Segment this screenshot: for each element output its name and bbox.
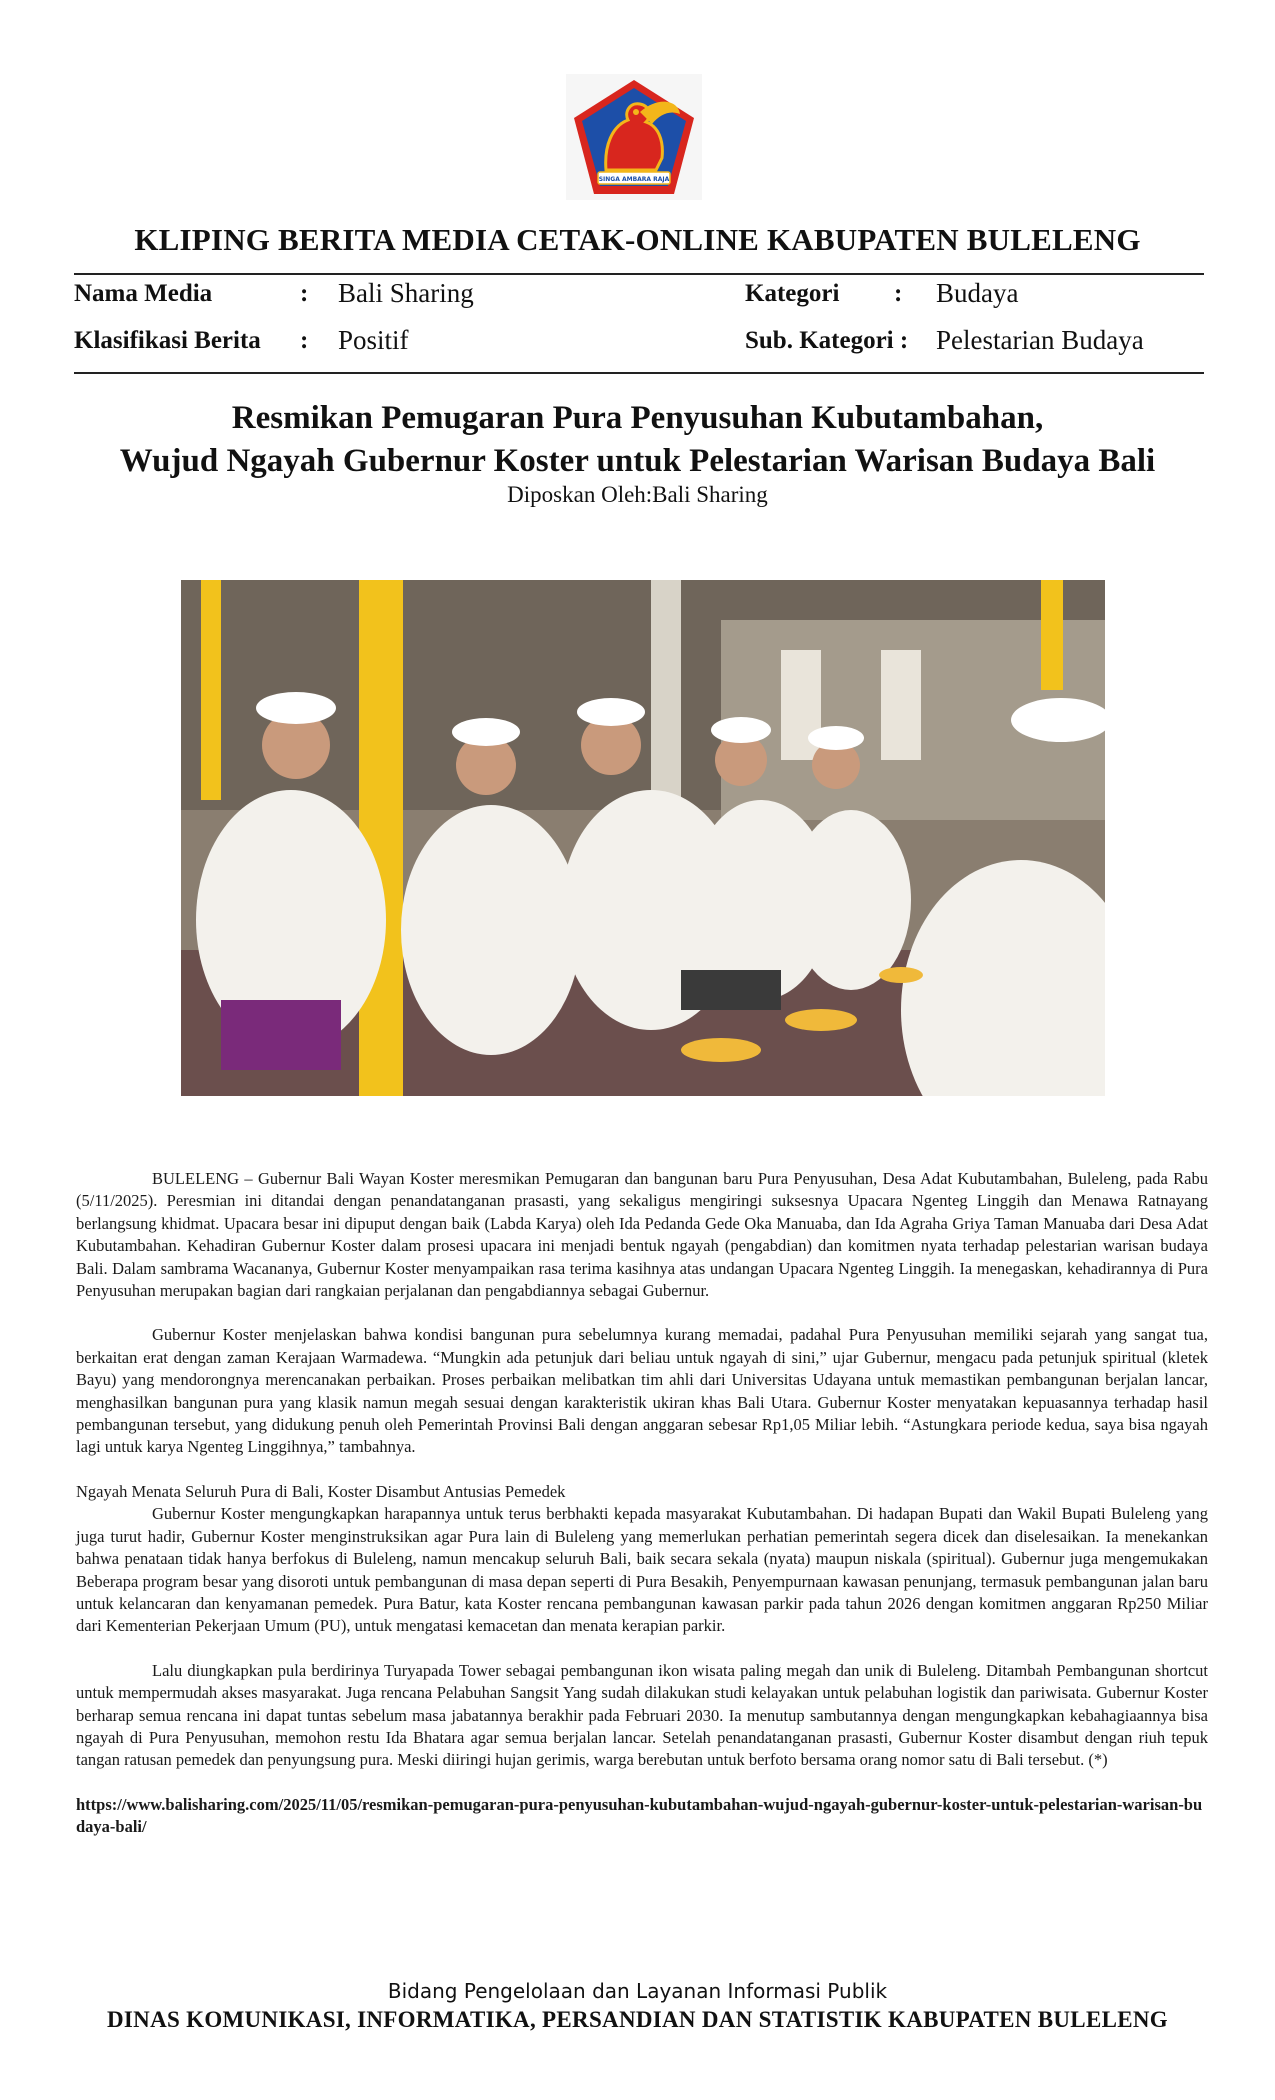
article-subheading: Ngayah Menata Seluruh Pura di Bali, Koster Disambut Antusias Pemedek	[76, 1481, 566, 1501]
kategori-value: Budaya	[936, 278, 1019, 308]
source-url-link[interactable]: https://www.balisharing.com/2025/11/05/resmikan-pemugaran-pura-penyusuhan-kubutambahan-wujud-ngayah-gubernur-koster-untuk-pelestarian-warisan-budaya-bali/	[76, 1794, 1203, 1837]
article-byline: Diposkan Oleh:Bali Sharing	[507, 482, 768, 507]
buleleng-emblem-logo	[566, 74, 702, 200]
footer-division: Bidang Pengelolaan dan Layanan Informasi Publik	[387, 1979, 888, 2003]
klasifikasi-label: Klasifikasi Berita	[74, 327, 261, 354]
klasifikasi-value: Positif	[338, 325, 409, 355]
headline-line-1: Resmikan Pemugaran Pura Penyusuhan Kubutambahan,	[231, 400, 1044, 436]
top-divider	[74, 273, 1204, 275]
article-body	[76, 1168, 1208, 1839]
meta-row-media	[74, 280, 1204, 314]
nama-media-value: Bali Sharing	[338, 278, 474, 308]
headline-line-2: Wujud Ngayah Gubernur Koster untuk Pelestarian Warisan Budaya Bali	[119, 443, 1156, 479]
footer-agency: DINAS KOMUNIKASI, INFORMATIKA, PERSANDIAN DAN STATISTIK KABUPATEN BULELENG	[107, 2007, 1168, 2032]
sub-kategori-value: Pelestarian Budaya	[936, 325, 1144, 355]
article-paragraph: Gubernur Koster mengungkapkan harapannya untuk terus berbhakti kepada masyarakat Kubutambahan. Di hadapan Bupati dan Wakil Bupati Buleleng yang juga turut hadir, Gubernur Koster menginstruksikan agar Pura lain di Buleleng yang memerlukan perhatian pemerintah segera dicek dan diselesaikan. Ia menekankan bahwa penataan tidak hanya berfokus di Buleleng, namun mencakup seluruh Bali, baik secara sekala (nyata) maupun niskala (spiritual). Gubernur juga mengemukakan Beberapa program besar yang disoroti untuk pembangunan di masa depan seperti di Pura Besakih, Penyempurnaan kawasan penunjang, termasuk pembangunan jalan baru untuk kelancaran dan kenyamanan pemedek. Pura Batur, kata Koster rencana pembangunan kawasan parkir pada tahun 2026 dengan komitmen anggaran Rp250 Miliar dari Kementerian Pekerjaan Umum (PU), untuk mengatasi kemacetan dan menata kerapian parkir.	[76, 1504, 1208, 1636]
meta-row-klasifikasi	[74, 327, 1204, 361]
logo-motto: SINGA AMBARA RAJA	[598, 176, 670, 183]
colon: :	[300, 280, 309, 307]
article-headline	[0, 397, 1275, 483]
article-paragraph: Lalu diungkapkan pula berdirinya Turyapada Tower sebagai pembangunan ikon wisata paling megah dan unik di Buleleng. Ditambah Pembangunan shortcut untuk mempermudah akses masyarakat. Juga rencana Pelabuhan Sangsit Yang sudah dilakukan studi kelayakan untuk pelabuhan logistik dan pariwisata. Gubernur Koster berharap semua rencana ini dapat tuntas sebelum masa jabatannya berakhir pada Februari 2030. Ia menutup sambutannya dengan mengungkapkan kebahagiaannya bisa ngayah di Pura Penyusuhan, memohon restu Ida Bhatara agar semua berjalan lancar. Setelah penandatanganan prasasti, Gubernur Koster disambut dengan riuh tepuk tangan ratusan pemedek dan penyungsung pura. Meski diiringi hujan gerimis, warga berebutan untuk berfoto bersama orang nomor satu di Bali tersebut. (*)	[76, 1660, 1208, 1770]
article-paragraph: Gubernur Koster menjelaskan bahwa kondisi bangunan pura sebelumnya kurang memadai, padahal Pura Penyusuhan memiliki sejarah yang sangat tua, berkaitan erat dengan zaman Kerajaan Warmadewa. “Mungkin ada petunjuk dari beliau untuk ngayah di sini,” ujar Gubernur, mengacu pada petunjuk spiritual (kletek Bayu) yang mendorongnya merencanakan perbaikan. Proses perbaikan melibatkan tim ahli dari Universitas Udayana untuk memastikan pembangunan berjalan lancar, menghasilkan bangunan pura yang klasik namun megah sesuai dengan karakteristik ukiran khas Bali Utara. Gubernur Koster menyatakan kepuasannya terhadap hasil pembangunan tersebut, yang didukung penuh oleh Pemerintah Provinsi Bali dengan anggaran sebesar Rp1,05 Miliar lebih. “Astungkara periode kedua, saya bisa ngayah lagi untuk karya Ngenteg Linggihnya,” tambahnya.	[76, 1325, 1208, 1457]
kategori-label: Kategori	[745, 280, 840, 307]
nama-media-label: Nama Media	[74, 280, 213, 307]
colon: :	[300, 327, 309, 354]
ceremony-photo	[181, 580, 1105, 1096]
kliping-title: KLIPING BERITA MEDIA CETAK-ONLINE KABUPATEN BULELENG	[134, 222, 1141, 257]
bottom-divider	[74, 372, 1204, 374]
colon: :	[894, 280, 903, 307]
article-paragraph: BULELENG – Gubernur Bali Wayan Koster meresmikan Pemugaran dan bangunan baru Pura Penyusuhan, Desa Adat Kubutambahan, Buleleng, pada Rabu (5/11/2025). Peresmian ini ditandai dengan penandatanganan prasasti, yang sekaligus mengiringi suksesnya Upacara Ngenteg Linggih dan Menawa Ratnayang berlangsung khidmat. Upacara besar ini dipuput dengan baik (Labda Karya) oleh Ida Pedanda Gede Oka Manuaba, dan Ida Agraha Griya Taman Manuaba dari Desa Adat Kubutambahan. Kehadiran Gubernur Koster dalam prosesi upacara ini menjadi bentuk ngayah (pengabdian) dan komitmen nyata terhadap pelestarian warisan budaya Bali. Dalam sambrama Wacananya, Gubernur Koster menyampaikan rasa terima kasihnya atas undangan Upacara Ngenteg Linggih. Ia menegaskan, kehadirannya di Pura Penyusuhan merupakan bagian dari rangkaian perjalanan dan pengabdiannya sebagai Gubernur.	[76, 1169, 1208, 1301]
sub-kategori-label: Sub. Kategori :	[745, 327, 909, 354]
